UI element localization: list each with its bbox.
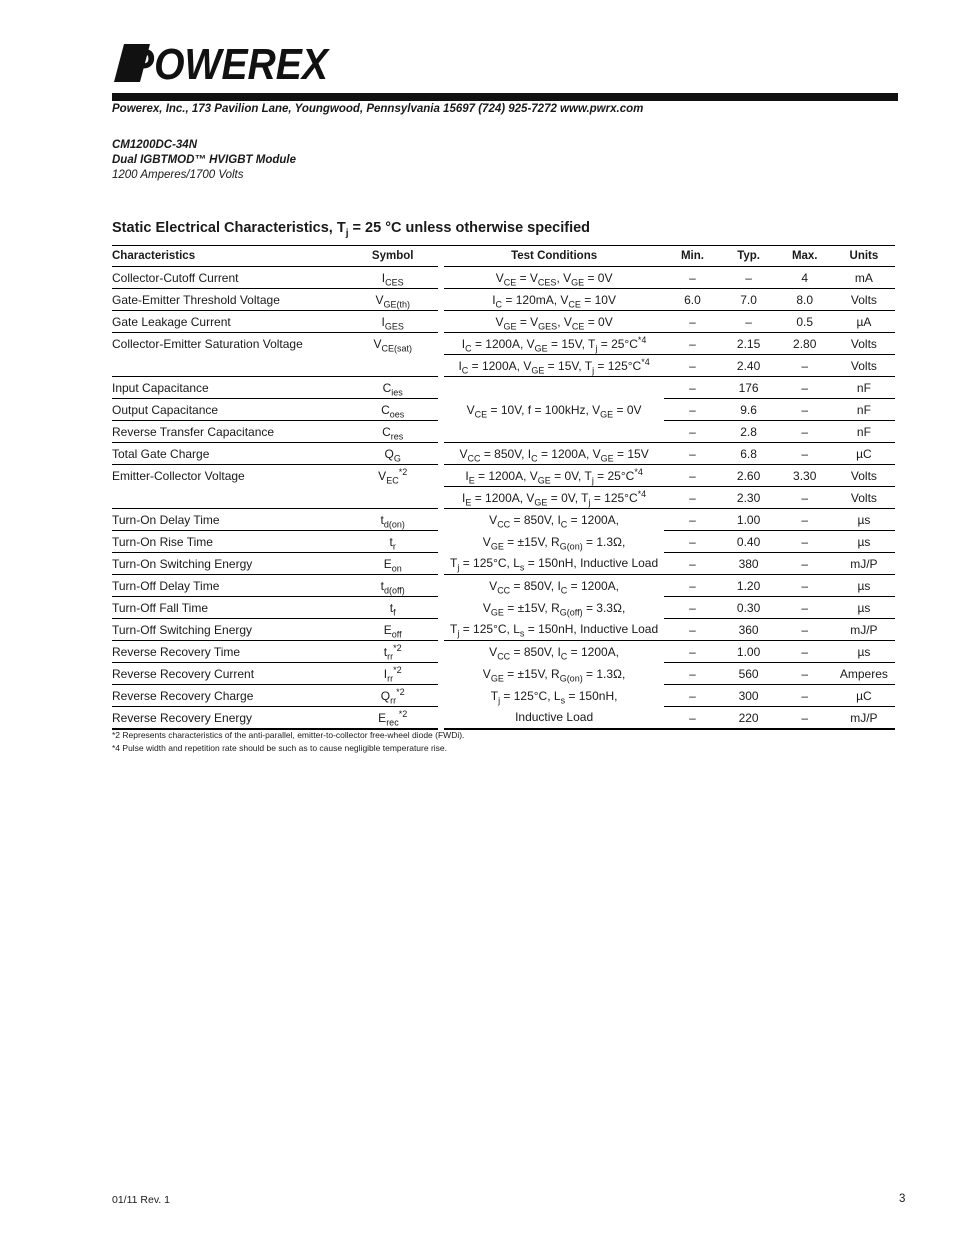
symbol: $C_{oes}$ <box>348 399 438 421</box>
min-value: – <box>664 553 720 575</box>
characteristic-name: Collector-Cutoff Current <box>112 267 348 289</box>
typ-value: 2.40 <box>721 355 777 377</box>
section-title: Static Electrical Characteristics, $T_j = 25$ °C unless otherwise specified <box>112 220 591 239</box>
characteristic-name: Gate Leakage Current <box>112 311 348 333</box>
symbol: $Q_{rr}^{*2}$ <box>348 685 438 707</box>
table-header-row <box>112 246 895 267</box>
unit: nF <box>833 421 895 443</box>
test-conditions <box>444 421 665 443</box>
max-value: – <box>777 443 833 465</box>
typ-value: 2.15 <box>721 333 777 355</box>
table-row <box>112 685 895 707</box>
unit: Volts <box>833 487 895 509</box>
unit: mA <box>833 267 895 289</box>
test-conditions: $V_{GE} = \pm 15V$, $R_{G(off)} = 3.3\Omega$, <box>482 600 626 617</box>
characteristic-name: Reverse Recovery Charge <box>112 685 348 707</box>
unit: µs <box>833 575 895 597</box>
max-value: – <box>777 531 833 553</box>
symbol: $t_{d(on)}$ <box>348 509 438 531</box>
table-row <box>112 377 895 399</box>
characteristic-name: Emitter-Collector Voltage <box>112 468 245 483</box>
symbol: $V_{GE(th)}$ <box>348 289 438 311</box>
table-row <box>112 267 895 289</box>
typ-value: 9.6 <box>721 399 777 421</box>
footnotes <box>112 729 464 755</box>
characteristic-name: Reverse Recovery Energy <box>112 707 348 730</box>
test-conditions: $V_{CC} = 850V$, $I_C = 1200A$, <box>489 578 620 596</box>
col-symbol: Symbol <box>348 246 438 267</box>
test-conditions: $V_{CE} = 10V$, f = 100kHz, $V_{GE} = 0V$ <box>466 402 642 419</box>
symbol: $t_r$ <box>348 531 438 553</box>
table-row <box>112 531 895 553</box>
test-conditions: $I_E = 1200A$, $V_{GE} = 0V$, $T_j = 25^\circ C^{*4}$ <box>444 465 665 487</box>
test-conditions: $V_{CC} = 850V$, $I_C = 1200A$, $V_{GE} = 15V$ <box>444 443 665 465</box>
unit: Volts <box>833 465 895 487</box>
test-conditions: $T_j = 125^\circ C$, $L_s = 150nH$, Inductive Load <box>444 553 665 575</box>
typ-value: – <box>721 311 777 333</box>
symbol: $C_{ies}$ <box>348 377 438 399</box>
test-conditions: $I_C = 1200A$, $V_{GE} = 15V$, $T_j = 25^\circ C^{*4}$ <box>444 333 665 355</box>
table-row <box>112 509 895 531</box>
min-value: – <box>664 267 720 289</box>
table-row <box>112 333 895 355</box>
test-conditions <box>444 377 665 399</box>
max-value: – <box>777 619 833 641</box>
symbol: $I_{GES}$ <box>348 311 438 333</box>
table-row <box>112 443 895 465</box>
min-value: 6.0 <box>664 289 720 311</box>
characteristic-name: Turn-Off Delay Time <box>112 575 348 597</box>
min-value: – <box>664 509 720 531</box>
max-value: 4 <box>777 267 833 289</box>
static-characteristics-table <box>112 245 895 730</box>
product-block <box>112 138 296 183</box>
max-value: – <box>777 553 833 575</box>
logo-text: POWEREX <box>128 42 331 84</box>
typ-value: 1.00 <box>721 509 777 531</box>
test-conditions: $V_{GE} = V_{GES}$, $V_{CE} = 0V$ <box>444 311 665 333</box>
min-value: – <box>664 333 720 355</box>
page-number: 3 <box>899 1193 906 1205</box>
min-value: – <box>664 597 720 619</box>
test-conditions: $I_E = 1200A$, $V_{GE} = 0V$, $T_j = 125^\circ C^{*4}$ <box>444 487 665 509</box>
table-row <box>112 421 895 443</box>
min-value: – <box>664 355 720 377</box>
unit: µs <box>833 597 895 619</box>
characteristic-name: Turn-On Delay Time <box>112 509 348 531</box>
product-description: Dual IGBTMOD™ HVIGBT Module <box>112 154 296 166</box>
col-test-conditions: Test Conditions <box>444 246 665 267</box>
col-max: Max. <box>777 246 833 267</box>
unit: µA <box>833 311 895 333</box>
col-units: Units <box>833 246 895 267</box>
min-value: – <box>664 663 720 685</box>
typ-value: 360 <box>721 619 777 641</box>
table-row <box>112 355 895 377</box>
test-conditions: $V_{GE} = \pm 15V$, $R_{G(on)} = 1.3\Omega$, <box>482 666 626 683</box>
product-model: CM1200DC-34N <box>112 139 198 151</box>
symbol: $t_f$ <box>348 597 438 619</box>
typ-value: 560 <box>721 663 777 685</box>
unit: Volts <box>833 289 895 311</box>
characteristic-name: Turn-Off Switching Energy <box>112 619 348 641</box>
symbol: $V_{EC}^{*2}$ <box>378 466 408 486</box>
symbol: $E_{on}$ <box>348 553 438 575</box>
product-rating: 1200 Amperes/1700 Volts <box>112 169 244 181</box>
characteristic-name: Turn-On Switching Energy <box>112 553 348 575</box>
min-value: – <box>664 421 720 443</box>
min-value: – <box>664 575 720 597</box>
table-row <box>112 465 895 487</box>
characteristic-name <box>112 355 348 377</box>
max-value: – <box>777 399 833 421</box>
max-value: – <box>777 487 833 509</box>
symbol: $E_{rec}^{*2}$ <box>348 707 438 730</box>
typ-value: 7.0 <box>721 289 777 311</box>
symbol: $C_{res}$ <box>348 421 438 443</box>
characteristic-name: Turn-On Rise Time <box>112 531 348 553</box>
typ-value: 6.8 <box>721 443 777 465</box>
test-conditions: Inductive Load <box>444 707 665 730</box>
table-row <box>112 487 895 509</box>
symbol: $Q_G$ <box>348 443 438 465</box>
unit: mJ/P <box>833 619 895 641</box>
max-value: – <box>777 355 833 377</box>
typ-value: 0.40 <box>721 531 777 553</box>
typ-value: 2.8 <box>721 421 777 443</box>
min-value: – <box>664 377 720 399</box>
min-value: – <box>664 465 720 487</box>
table-row <box>112 641 895 663</box>
table-row <box>112 399 895 421</box>
unit: mJ/P <box>833 553 895 575</box>
unit: µs <box>833 641 895 663</box>
powerex-logo <box>112 42 344 84</box>
table-row <box>112 289 895 311</box>
symbol: $E_{off}$ <box>348 619 438 641</box>
footnote: *2 Represents characteristics of the anti-parallel, emitter-to-collector free-wheel diode (FWDi). <box>112 730 465 740</box>
characteristic-name: Gate-Emitter Threshold Voltage <box>112 289 348 311</box>
unit: µC <box>833 443 895 465</box>
revision-label: 01/11 Rev. 1 <box>112 1194 170 1206</box>
unit: Amperes <box>833 663 895 685</box>
max-value: – <box>777 597 833 619</box>
table-row <box>112 553 895 575</box>
unit: Volts <box>833 333 895 355</box>
table-row <box>112 663 895 685</box>
table-row <box>112 707 895 730</box>
typ-value: 300 <box>721 685 777 707</box>
symbol <box>348 355 438 377</box>
characteristic-name: Collector-Emitter Saturation Voltage <box>112 336 303 351</box>
test-conditions: $V_{GE} = \pm 15V$, $R_{G(on)} = 1.3\Omega$, <box>482 534 626 551</box>
min-value: – <box>664 685 720 707</box>
col-typ: Typ. <box>721 246 777 267</box>
characteristic-name: Reverse Recovery Time <box>112 641 348 663</box>
characteristic-name: Turn-Off Fall Time <box>112 597 348 619</box>
max-value: – <box>777 509 833 531</box>
characteristic-name: Reverse Transfer Capacitance <box>112 421 348 443</box>
unit: nF <box>833 399 895 421</box>
symbol: $t_{d(off)}$ <box>348 575 438 597</box>
min-value: – <box>664 311 720 333</box>
symbol: $t_{rr}^{*2}$ <box>348 641 438 663</box>
symbol <box>348 487 438 509</box>
symbol: $V_{CE(sat)}$ <box>373 336 412 354</box>
typ-value: 2.60 <box>721 465 777 487</box>
unit: nF <box>833 377 895 399</box>
min-value: – <box>664 399 720 421</box>
max-value: – <box>777 707 833 730</box>
test-conditions: $T_j = 125^\circ C$, $L_s = 150nH$, Inductive Load <box>444 619 665 641</box>
company-address: Powerex, Inc., 173 Pavilion Lane, Youngwood, Pennsylvania 15697 (724) 925-7272 www.pwrx.com <box>112 103 644 115</box>
min-value: – <box>664 443 720 465</box>
max-value: – <box>777 663 833 685</box>
typ-value: 220 <box>721 707 777 730</box>
unit: µs <box>833 531 895 553</box>
min-value: – <box>664 707 720 730</box>
header-rule <box>112 93 898 101</box>
min-value: – <box>664 531 720 553</box>
typ-value: 1.00 <box>721 641 777 663</box>
test-conditions: $V_{CC} = 850V$, $I_C = 1200A$, <box>489 644 620 662</box>
test-conditions: $V_{CC} = 850V$, $I_C = 1200A$, <box>489 512 620 530</box>
table-row <box>112 311 895 333</box>
max-value: 0.5 <box>777 311 833 333</box>
min-value: – <box>664 487 720 509</box>
table-row <box>112 619 895 641</box>
max-value: – <box>777 641 833 663</box>
characteristic-name: Output Capacitance <box>112 399 348 421</box>
typ-value: 380 <box>721 553 777 575</box>
typ-value: 1.20 <box>721 575 777 597</box>
max-value: – <box>777 685 833 707</box>
test-conditions: $T_j = 125^\circ C$, $L_s = 150nH$, <box>490 688 618 705</box>
characteristic-name: Reverse Recovery Current <box>112 663 348 685</box>
symbol: $I_{rr}^{*2}$ <box>348 663 438 685</box>
test-conditions: $I_C = 1200A$, $V_{GE} = 15V$, $T_j = 125^\circ C^{*4}$ <box>444 355 665 377</box>
max-value: – <box>777 575 833 597</box>
table-row <box>112 575 895 597</box>
max-value: – <box>777 377 833 399</box>
col-min: Min. <box>664 246 720 267</box>
test-conditions: $V_{CE} = V_{CES}$, $V_{GE} = 0V$ <box>444 267 665 289</box>
characteristic-name <box>112 487 348 509</box>
max-value: 8.0 <box>777 289 833 311</box>
unit: µC <box>833 685 895 707</box>
typ-value: 2.30 <box>721 487 777 509</box>
footnote: *4 Pulse width and repetition rate should be such as to cause negligible temperature rise. <box>112 743 448 753</box>
max-value: 3.30 <box>777 465 833 487</box>
unit: Volts <box>833 355 895 377</box>
characteristic-name: Total Gate Charge <box>112 443 348 465</box>
unit: µs <box>833 509 895 531</box>
table-row <box>112 597 895 619</box>
min-value: – <box>664 641 720 663</box>
typ-value: 176 <box>721 377 777 399</box>
characteristic-name: Input Capacitance <box>112 377 348 399</box>
min-value: – <box>664 619 720 641</box>
max-value: 2.80 <box>777 333 833 355</box>
test-conditions: $I_C = 120mA$, $V_{CE} = 10V$ <box>444 289 665 311</box>
typ-value: – <box>721 267 777 289</box>
symbol: $I_{CES}$ <box>348 267 438 289</box>
max-value: – <box>777 421 833 443</box>
typ-value: 0.30 <box>721 597 777 619</box>
col-characteristics: Characteristics <box>112 246 348 267</box>
unit: mJ/P <box>833 707 895 730</box>
